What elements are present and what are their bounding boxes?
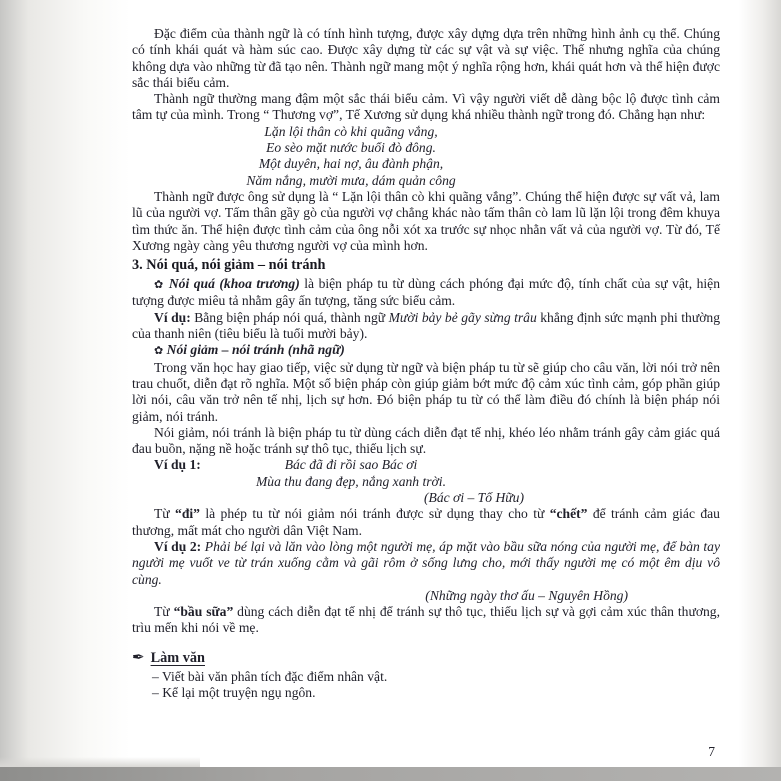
poem-line: Lặn lội thân cò khi quãng vắng,	[264, 123, 438, 139]
essay-task-item: – Viết bài văn phân tích đặc điểm nhân vật.	[152, 668, 388, 684]
section-heading-3: 3. Nói quá, nói giảm – nói tránh	[132, 257, 326, 274]
poem-attribution: (Bác ơi – Tố Hữu)	[424, 490, 524, 506]
noi-qua-term: Nói quá (khoa trương)	[168, 276, 300, 292]
poem-line: Một duyên, hai nợ, âu đành phận,	[258, 156, 444, 172]
p6-post: để tránh cảm giác đau thương, mất mát cho người dân Việt Nam.	[132, 506, 720, 538]
intro-paragraph-1: Đặc điểm của thành ngữ là có tính hình tượng, được xây dựng dựa trên những hình ảnh cụ thể. Chúng có tính khái quát và hàm súc cao. Được xây dựng từ các sự vật và sự việc. Thế nhưng nghĩa của chúng không dựa vào những từ đã tạo nên. Thành ngữ mang một ý nghĩa rộng hơn, khái quát hơn và thể hiện được sắc thái biểu cảm.	[132, 26, 720, 90]
vi-du-label: Ví dụ:	[154, 309, 191, 325]
vi-du-1-label: Ví dụ 1:	[154, 457, 201, 473]
p6-word-di: “đi”	[175, 506, 200, 522]
vi-du-1-analysis	[132, 506, 720, 539]
p6-mid: là phép tu từ nói giảm nói tránh được sử dụng thay cho từ	[199, 506, 550, 522]
noi-qua-definition-text: là biện pháp tu từ dùng cách phóng đại mức độ, tính chất của sự vật, hiện tượng được miêu tả nhằm gây ấn tượng, tăng sức biểu cảm.	[132, 276, 721, 309]
flower-bullet-icon: ✿	[154, 279, 165, 292]
scan-bottom-shade	[0, 757, 200, 767]
vi-du-2-block	[132, 539, 720, 588]
book-page	[132, 26, 720, 702]
essay-task-item: – Kể lại một truyện ngụ ngôn.	[152, 685, 316, 701]
vi-du-2-quote: Phải bé lại và lăn vào lòng một người mẹ, áp mặt vào bầu sữa nóng của người mẹ, để bàn tay người mẹ vuốt ve từ trán xuống cằm và gãi rôm ở sống lưng cho, mới thấy người mẹ có một êm dịu vô cùng.	[132, 538, 721, 587]
noi-giam-paragraph-2: Nói giảm, nói tránh là biện pháp tu từ dùng cách diễn đạt tế nhị, khéo léo nhằm tránh gây cảm giác quá đau buồn, nặng nề hoặc tránh sự thô tục, thiếu lịch sự.	[132, 424, 720, 457]
flower-bullet-icon: ✿	[154, 345, 164, 358]
noi-giam-paragraph-1: Trong văn học hay giao tiếp, việc sử dụng từ ngữ và biện pháp tu từ sẽ giúp cho câu văn, lời nói trở nên trau chuốt, diễn đạt rõ nghĩa. Một số biện pháp còn giúp giảm bớt mức độ cảm xúc tình cảm, góp phần giúp lời nói, câu văn trở nên tế nhị, lịch sự hơn. Đó biện pháp tu từ có thể làm điều đó chính là biện pháp nói giảm, nói tránh.	[132, 359, 720, 424]
poem-bac-oi	[132, 457, 720, 490]
poem-line: Mùa thu đang đẹp, nắng xanh trời.	[255, 473, 446, 489]
intro-paragraph-2: Thành ngữ thường mang đậm một sắc thái biểu cảm. Vì vậy người viết dễ dàng bộc lộ được tình cảm tâm tự của mình. Trong “ Thương vợ”, Tế Xương sử dụng khá nhiều thành ngữ trong đó. Chẳng hạn như:	[132, 91, 720, 123]
p7-post: dùng cách diễn đạt tế nhị để tránh sự thô tục, thiếu lịch sự và gợi cảm xúc thân thương, trìu mến khi nói về mẹ.	[132, 604, 721, 636]
lam-van-title: Làm văn	[150, 649, 205, 666]
poem-line: Eo sèo mặt nước buổi đò đông.	[266, 140, 436, 156]
scan-left-shadow	[0, 0, 130, 781]
vi-du-noi-qua	[132, 310, 720, 343]
poem-line: Năm nắng, mười mưa, dám quản công	[246, 172, 456, 188]
p7-word-bausua: “bầu sữa”	[173, 604, 234, 620]
p6-pre: Từ	[154, 506, 176, 522]
vi-du-2-label: Ví dụ 2:	[154, 538, 202, 554]
scan-bottom-bar	[0, 767, 781, 781]
page-number: 7	[708, 744, 715, 759]
noi-giam-term: Nói giảm – nói tránh (nhã ngữ)	[166, 342, 345, 358]
vi-du-2-analysis	[132, 604, 720, 637]
poem-thuong-vo	[132, 124, 720, 189]
noi-qua-definition	[132, 276, 720, 310]
pen-icon: ✒	[132, 649, 145, 666]
p7-pre: Từ	[154, 604, 174, 620]
vi-du-1-block	[132, 457, 720, 506]
vi-du-idiom: Mười bảy bẻ gãy sừng trâu	[388, 309, 537, 325]
p6-word-chet: “chết”	[549, 506, 588, 522]
noi-giam-term-line	[132, 342, 720, 359]
lam-van-section	[132, 650, 720, 702]
vi-du-text-pre: Bằng biện pháp nói quá, thành ngữ	[190, 309, 389, 325]
vi-du-text-post: khẳng định sức mạnh phi thường của thanh niên (tiêu biểu là tuổi mười bảy).	[132, 309, 720, 342]
quote-attribution: (Những ngày thơ ấu – Nguyên Hồng)	[425, 587, 628, 603]
poem-line: Bác đã đi rồi sao Bác ơi	[284, 457, 418, 473]
lam-van-heading	[132, 650, 720, 666]
analysis-paragraph: Thành ngữ được ông sử dụng là “ Lặn lội thân cò khi quãng vắng”. Chúng thể hiện được sự vất vả, lam lũ của người vợ. Tấm thân gầy gò của người vợ chẳng khác nào tấm thân cò lam lũ lặn lội trong đêm khuya tìm thức ăn. Thể hiện được tình cảm của ông nỗi xót xa trước sự nhọc nhằn vất vả của người vợ. Từ đó, Tế Xương ngày càng yêu thương người vợ của mình hơn.	[132, 188, 720, 253]
scan-right-shadow	[739, 0, 781, 781]
